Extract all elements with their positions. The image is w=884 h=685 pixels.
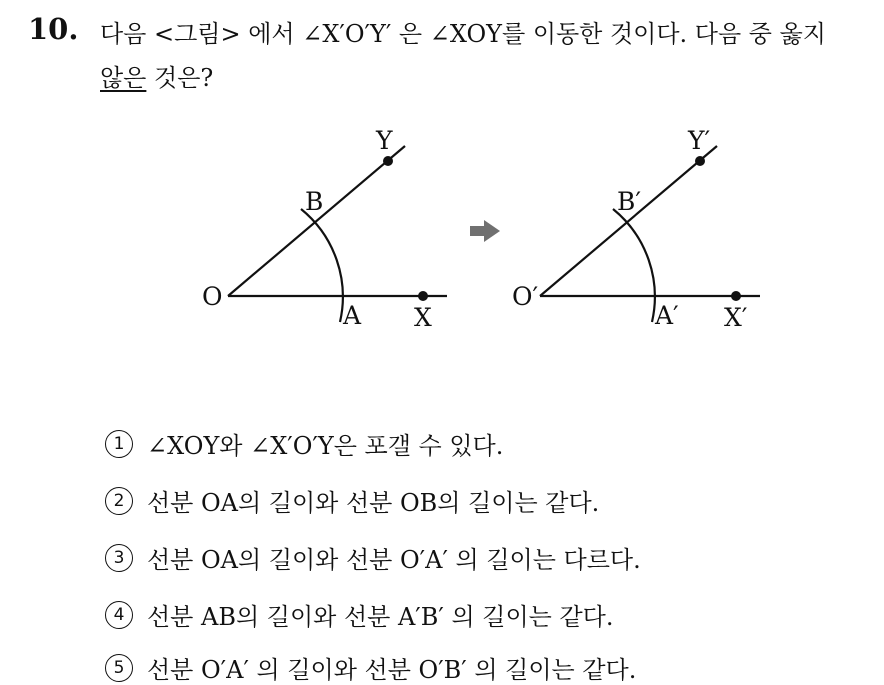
choice-3-mark: 3 <box>105 544 133 572</box>
question-text-rest: 것은? <box>146 64 214 92</box>
point-y <box>383 156 393 166</box>
label-a: A <box>343 301 362 330</box>
choice-1-mark: 1 <box>105 430 133 458</box>
choice-1-text: ∠XOY와 ∠X′O′Y은 포갤 수 있다. <box>147 432 504 460</box>
label-a-prime: A′ <box>655 301 679 330</box>
compass-arc-copy <box>613 209 655 322</box>
choice-5-text: 선분 O′A′ 의 길이와 선분 O′B′ 의 길이는 같다. <box>147 656 637 684</box>
compass-arc <box>301 209 343 322</box>
question-text-line-1: 다음 <그림> 에서 ∠X′O′Y′ 은 ∠XOY를 이동한 것이다. 다음 중 옳지 <box>100 20 826 48</box>
point-y-prime <box>695 156 705 166</box>
ray-oy <box>228 146 405 296</box>
label-x-prime: X′ <box>724 303 748 332</box>
label-y: Y <box>376 126 393 155</box>
choice-1[interactable] <box>105 426 503 461</box>
choice-2-mark: 2 <box>105 487 133 515</box>
choice-5[interactable] <box>105 650 636 685</box>
label-y-prime: Y′ <box>688 126 711 155</box>
choice-4[interactable] <box>105 597 613 632</box>
right-arrow-icon <box>470 220 500 242</box>
choice-4-mark: 4 <box>105 601 133 629</box>
ray-o-prime-y-prime <box>540 146 717 296</box>
choice-4-text: 선분 AB의 길이와 선분 A′B′ 의 길이는 같다. <box>147 603 614 631</box>
label-o-prime: O′ <box>512 282 539 311</box>
label-o: O <box>202 282 223 311</box>
choice-3[interactable] <box>105 540 641 575</box>
point-x <box>418 291 428 301</box>
choice-2[interactable] <box>105 483 599 518</box>
label-b: B <box>305 187 324 216</box>
label-b-prime: B′ <box>617 187 642 216</box>
point-x-prime <box>731 291 741 301</box>
choice-5-mark: 5 <box>105 654 133 682</box>
label-x: X <box>414 303 432 332</box>
question-number: 10. <box>28 12 79 46</box>
angle-x-prime-o-prime-y-prime <box>540 146 760 322</box>
choice-2-text: 선분 OA의 길이와 선분 OB의 길이는 같다. <box>147 489 600 517</box>
underlined-word: 않은 <box>100 64 147 92</box>
choice-3-text: 선분 OA의 길이와 선분 O′A′ 의 길이는 다르다. <box>147 546 641 574</box>
angle-xoy <box>228 146 447 322</box>
